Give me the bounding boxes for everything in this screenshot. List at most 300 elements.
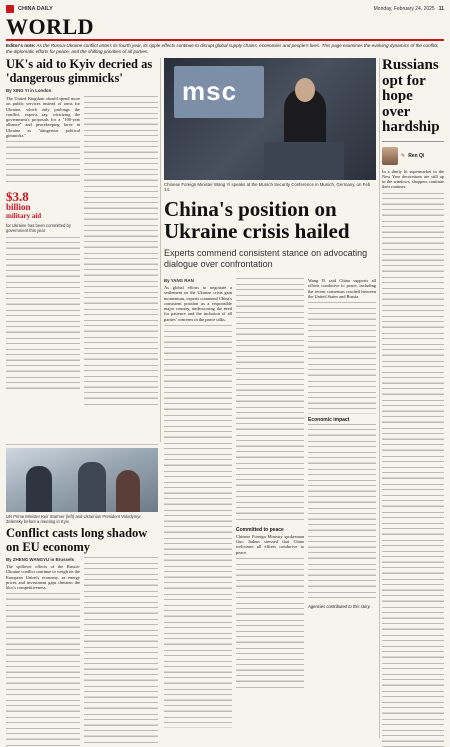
text-line (164, 336, 232, 341)
text-line (6, 377, 80, 382)
text-line (164, 622, 232, 627)
section-rule (6, 39, 444, 41)
text-line (84, 674, 158, 679)
text-line (308, 519, 376, 524)
text-line (6, 666, 80, 671)
text-line (84, 568, 158, 573)
text-line (382, 595, 444, 600)
text-line (6, 321, 80, 326)
text-line (308, 496, 376, 501)
text-line (236, 675, 304, 680)
text-line (6, 265, 80, 270)
text-line (382, 428, 444, 433)
text-line (84, 174, 158, 179)
text-line (236, 474, 304, 479)
text-line (84, 719, 158, 724)
text-line (164, 666, 232, 671)
text-line (164, 347, 232, 352)
text-line (236, 317, 304, 322)
left-article (6, 58, 158, 409)
text-line (308, 364, 376, 369)
text-line (382, 528, 444, 533)
text-line (382, 562, 444, 567)
text-line (382, 573, 444, 578)
text-line (164, 683, 232, 688)
text-line (308, 369, 376, 374)
text-line (236, 300, 304, 305)
text-line (6, 610, 80, 615)
text-line (164, 571, 232, 576)
column-divider (379, 58, 380, 738)
text-line (6, 270, 80, 275)
text-line (84, 404, 158, 409)
text-line (6, 242, 80, 247)
text-line (382, 372, 444, 377)
text-line (382, 567, 444, 572)
text-line (164, 409, 232, 414)
text-line (6, 388, 80, 393)
publication-logo-icon (6, 5, 14, 13)
text-line (84, 563, 158, 568)
text-line (84, 359, 158, 364)
text-line (382, 719, 444, 724)
text-line (6, 293, 80, 298)
text-line (382, 433, 444, 438)
text-line (84, 297, 158, 302)
text-line (164, 325, 232, 330)
text-line (382, 691, 444, 696)
text-line (308, 446, 376, 451)
text-line (84, 596, 158, 601)
text-line (382, 629, 444, 634)
text-line (236, 491, 304, 496)
photo-figure (26, 466, 52, 512)
text-line (308, 403, 376, 408)
text-line (382, 366, 444, 371)
text-line (236, 435, 304, 440)
text-line (84, 314, 158, 319)
text-line (382, 668, 444, 673)
main-article-deck: Experts commend consistent stance on advocating dialogue over confrontation (164, 248, 368, 269)
text-line (382, 198, 444, 203)
main-article-col-3 (308, 278, 376, 728)
text-line (382, 601, 444, 606)
text-line (236, 642, 304, 647)
text-line (382, 215, 444, 220)
text-line (164, 392, 232, 397)
text-line (236, 446, 304, 451)
text-line (164, 454, 232, 459)
text-line (6, 315, 80, 320)
text-line (236, 351, 304, 356)
text-line (382, 635, 444, 640)
text-line (382, 204, 444, 209)
text-line (382, 422, 444, 427)
text-line (236, 418, 304, 423)
text-line (308, 392, 376, 397)
text-line (164, 364, 232, 369)
text-line (308, 586, 376, 591)
text-line (164, 633, 232, 638)
text-line (236, 401, 304, 406)
text-line (84, 613, 158, 618)
text-line (164, 627, 232, 632)
text-line (236, 620, 304, 625)
text-line (84, 309, 158, 314)
text-line (236, 429, 304, 434)
left-article-intro: The United Kingdom should spend more on public services instead of arms for Ukraine, which only prolongs the conflict, experts say, criticizing the government's proposals for a "100-year alliance" and peacekeeping force in Ukraine as "dangerous political gimmicks." (6, 96, 80, 139)
bottom-article-col-1 (6, 557, 80, 747)
body-text-lines (236, 278, 304, 524)
text-line (308, 530, 376, 535)
text-line (84, 348, 158, 353)
text-line (84, 146, 158, 151)
text-line (6, 153, 80, 158)
text-line (6, 728, 80, 733)
text-line (382, 293, 444, 298)
text-line (308, 325, 376, 330)
text-line (382, 444, 444, 449)
text-line (164, 521, 232, 526)
text-line (308, 381, 376, 386)
photo-figure (78, 462, 106, 512)
text-line (84, 180, 158, 185)
text-line (236, 502, 304, 507)
text-line (382, 646, 444, 651)
text-line (164, 689, 232, 694)
text-line (308, 597, 376, 602)
text-line (84, 96, 158, 101)
text-line (382, 489, 444, 494)
text-line (236, 636, 304, 641)
text-line (84, 607, 158, 612)
text-line (84, 702, 158, 707)
text-line (382, 724, 444, 729)
text-line (6, 739, 80, 744)
text-line (382, 400, 444, 405)
text-line (84, 213, 158, 218)
text-line (308, 502, 376, 507)
text-line (236, 513, 304, 518)
text-line (164, 605, 232, 610)
text-line (236, 575, 304, 580)
text-line (164, 532, 232, 537)
bottom-article (6, 448, 158, 747)
opinion-rule (382, 141, 444, 142)
text-line (382, 349, 444, 354)
text-line (382, 243, 444, 248)
text-line (308, 424, 376, 429)
text-line (308, 353, 376, 358)
text-line (236, 356, 304, 361)
text-line (6, 237, 80, 242)
text-line (382, 579, 444, 584)
text-line (308, 341, 376, 346)
text-line (84, 163, 158, 168)
text-line (382, 355, 444, 360)
text-line (382, 277, 444, 282)
subhead-committed-to-peace: Committed to peace (236, 526, 284, 533)
text-line (308, 375, 376, 380)
text-line (84, 730, 158, 735)
text-line (382, 495, 444, 500)
text-line (382, 702, 444, 707)
text-line (308, 592, 376, 597)
text-line (236, 507, 304, 512)
text-line (164, 493, 232, 498)
text-line (6, 705, 80, 710)
text-line (236, 653, 304, 658)
editors-note-label: Editor's note: (6, 43, 36, 48)
text-line (164, 543, 232, 548)
author-block (382, 147, 444, 165)
text-line (382, 209, 444, 214)
text-line (236, 373, 304, 378)
text-line (6, 338, 80, 343)
text-line (308, 547, 376, 552)
text-line (236, 278, 304, 283)
podium (264, 142, 344, 180)
text-line (236, 379, 304, 384)
text-line (236, 362, 304, 367)
text-line (382, 260, 444, 265)
text-line (236, 312, 304, 317)
text-line (84, 118, 158, 123)
main-article-photo (164, 58, 376, 180)
text-line (6, 371, 80, 376)
text-line (382, 265, 444, 270)
speaker-head (295, 78, 315, 102)
right-column-opinion (382, 58, 444, 747)
text-line (308, 452, 376, 457)
text-line (308, 435, 376, 440)
text-line (164, 722, 232, 727)
text-line (236, 681, 304, 686)
body-text-lines (308, 424, 376, 603)
text-line (382, 327, 444, 332)
text-line (84, 124, 158, 129)
text-line (308, 524, 376, 529)
text-line (308, 513, 376, 518)
text-line (84, 253, 158, 258)
text-line (308, 319, 376, 324)
text-line (382, 411, 444, 416)
text-line (164, 554, 232, 559)
text-line (6, 700, 80, 705)
text-line (382, 467, 444, 472)
text-line (164, 616, 232, 621)
text-line (308, 358, 376, 363)
text-line (164, 549, 232, 554)
text-line (84, 236, 158, 241)
text-line (382, 640, 444, 645)
text-line (382, 305, 444, 310)
text-line (164, 599, 232, 604)
text-line (382, 556, 444, 561)
text-line (84, 186, 158, 191)
text-line (382, 416, 444, 421)
text-line (236, 463, 304, 468)
text-line (84, 663, 158, 668)
text-line (164, 672, 232, 677)
text-line (382, 299, 444, 304)
text-line (6, 181, 80, 186)
text-line (164, 448, 232, 453)
text-line (84, 641, 158, 646)
text-line (382, 545, 444, 550)
body-text-lines (308, 302, 376, 414)
photo-figure (116, 470, 140, 512)
stat-callout (6, 190, 80, 233)
text-line (84, 135, 158, 140)
text-line (164, 381, 232, 386)
bottom-photo-caption: UN Prime Minister Keir Starmer (left) and Ukrainian President Volodymyr Zelensky before a meeting in Kyiv. (6, 514, 141, 524)
author-avatar (382, 147, 398, 165)
text-line (6, 627, 80, 632)
text-line (164, 560, 232, 565)
text-line (382, 484, 444, 489)
text-line (382, 730, 444, 735)
text-line (236, 586, 304, 591)
text-line (382, 512, 444, 517)
text-line (164, 510, 232, 515)
text-line (382, 361, 444, 366)
text-line (6, 343, 80, 348)
text-line (164, 661, 232, 666)
text-line (382, 623, 444, 628)
text-line (382, 618, 444, 623)
text-line (382, 663, 444, 668)
text-line (308, 580, 376, 585)
text-line (382, 377, 444, 382)
text-line (6, 661, 80, 666)
body-text-lines (236, 558, 304, 692)
text-line (6, 254, 80, 259)
text-line (236, 440, 304, 445)
body-text-lines (84, 96, 158, 409)
text-line (382, 472, 444, 477)
text-line (236, 423, 304, 428)
left-article-headline[interactable]: UK's aid to Kyiv decried as 'dangerous gimmicks' (6, 57, 153, 85)
text-line (84, 281, 158, 286)
text-line (308, 536, 376, 541)
text-line (6, 633, 80, 638)
publication-name: CHINA DAILY (18, 6, 53, 12)
text-line (236, 614, 304, 619)
text-line (236, 340, 304, 345)
bottom-article-intro: The spillover effects of the Russia-Ukraine conflict continue to weigh on the European Union's economy, as energy prices and investment gaps threaten the bloc's competitiveness. (6, 564, 80, 591)
text-line (84, 286, 158, 291)
text-line (382, 517, 444, 522)
text-line (236, 558, 304, 563)
text-line (164, 398, 232, 403)
text-line (236, 496, 304, 501)
text-line (84, 102, 158, 107)
text-line (308, 313, 376, 318)
text-line (382, 271, 444, 276)
main-article-para-3: Wang Yi said China supports all efforts conducive to peace, including the recent consensus reached between the United States and Russia. (308, 278, 376, 299)
text-line (164, 705, 232, 710)
text-line (164, 375, 232, 380)
text-line (164, 487, 232, 492)
text-line (6, 655, 80, 660)
main-photo-caption: Chinese Foreign Minister Wang Yi speaks at the Munich Security Conference in Munich, Germany, on Feb 14. (164, 182, 371, 193)
text-line (84, 325, 158, 330)
text-line (84, 669, 158, 674)
text-line (236, 345, 304, 350)
text-line (84, 130, 158, 135)
main-article-headline[interactable]: China's position on Ukraine crisis hailed (164, 197, 350, 243)
text-line (308, 397, 376, 402)
text-line (164, 515, 232, 520)
row-divider (6, 444, 158, 445)
text-line (236, 479, 304, 484)
text-line (6, 326, 80, 331)
text-line (84, 342, 158, 347)
text-line (382, 674, 444, 679)
text-line (236, 519, 304, 524)
text-line (164, 582, 232, 587)
text-line (382, 282, 444, 287)
text-line (164, 538, 232, 543)
text-line (236, 407, 304, 412)
main-article-para-2: Chinese Foreign Ministry spokesman Guo Jiakun stressed that China welcomes all efforts conducive to peace. (236, 533, 304, 555)
bottom-article-col-2 (84, 557, 158, 747)
text-line (84, 725, 158, 730)
text-line (382, 735, 444, 740)
text-line (164, 504, 232, 509)
text-line (164, 526, 232, 531)
bottom-article-headline[interactable]: Conflict casts long shadow on EU economy (6, 526, 148, 554)
text-line (236, 468, 304, 473)
text-line (382, 584, 444, 589)
text-line (382, 651, 444, 656)
text-line (382, 333, 444, 338)
text-line (84, 113, 158, 118)
text-line (84, 275, 158, 280)
text-line (6, 683, 80, 688)
text-line (382, 713, 444, 718)
text-line (164, 426, 232, 431)
text-line (308, 463, 376, 468)
text-line (84, 697, 158, 702)
text-line (84, 658, 158, 663)
stat-label: military aid (6, 211, 42, 220)
text-line (382, 540, 444, 545)
text-line (308, 308, 376, 313)
text-line (6, 360, 80, 365)
text-line (236, 306, 304, 311)
text-line (84, 708, 158, 713)
right-column-headline[interactable]: Russians opt for hope over hardship (382, 57, 440, 135)
text-line (236, 631, 304, 636)
text-line (236, 368, 304, 373)
text-line (308, 541, 376, 546)
text-line (236, 608, 304, 613)
text-line (382, 456, 444, 461)
text-line (84, 680, 158, 685)
text-line (84, 208, 158, 213)
text-line (164, 588, 232, 593)
text-line (164, 431, 232, 436)
text-line (382, 254, 444, 259)
text-line (6, 276, 80, 281)
text-line (308, 302, 376, 307)
text-line (6, 287, 80, 292)
text-line (236, 592, 304, 597)
text-line (164, 594, 232, 599)
main-article-body (164, 278, 376, 728)
